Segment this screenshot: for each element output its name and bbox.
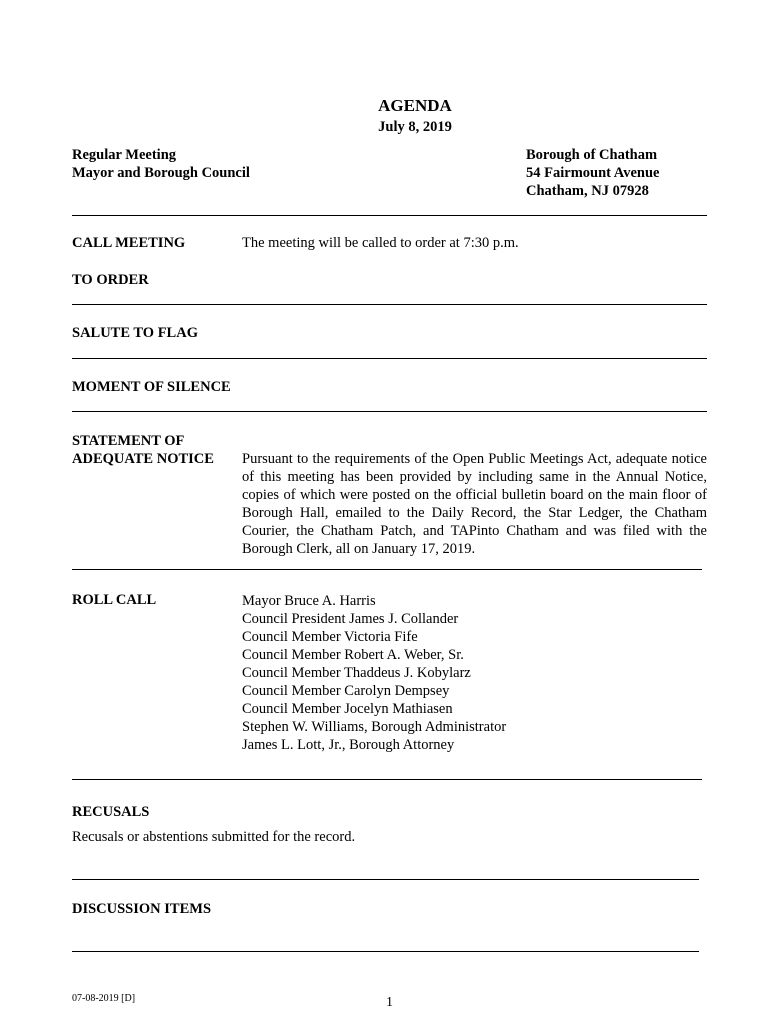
discussion-label: DISCUSSION ITEMS [72,901,212,917]
address-block [526,146,659,200]
list-item: James L. Lott, Jr., Borough Attorney [242,737,455,753]
page-title: AGENDA [378,96,452,115]
to-order-label: TO ORDER [72,272,149,288]
list-item: Council Member Victoria Fife [242,629,418,645]
list-item: Council Member Jocelyn Mathiasen [242,701,453,717]
silence-label: MOMENT OF SILENCE [72,379,231,395]
roll-call-list [242,592,506,754]
list-item: Council Member Carolyn Dempsey [242,683,450,699]
recusals-text: Recusals or abstentions submitted for the record. [72,829,356,845]
address-street: 54 Fairmount Avenue [526,165,660,181]
notice-text: Pursuant to the requirements of the Open Public Meetings Act, adequate notice of this meeting has been provided by including same in the Annual Notice, copies of which were posted on the official bulletin board on the main floor of Borough Hall, emailed to the Daily Record, the Star Ledger, the Chatham Courier, the Chatham Patch, and TAPinto Chatham and was filed with the Borough Clerk, all on January 17, 2019. [242,451,707,557]
list-item: Council Member Thaddeus J. Kobylarz [242,665,471,681]
divider [72,569,702,570]
divider [72,879,699,880]
divider [72,304,707,305]
address-city: Chatham, NJ 07928 [526,183,649,199]
roll-call-label: ROLL CALL [72,592,157,608]
divider [72,779,702,780]
call-meeting-text: The meeting will be called to order at 7:30 p.m. [242,235,519,251]
list-item: Council Member Robert A. Weber, Sr. [242,647,464,663]
notice-label-line2: ADEQUATE NOTICE [72,451,214,467]
list-item: Stephen W. Williams, Borough Administrator [242,719,507,735]
notice-label-line1: STATEMENT OF [72,433,185,449]
meeting-type: Regular Meeting [72,147,177,163]
list-item: Mayor Bruce A. Harris [242,593,376,609]
divider [72,358,707,359]
meeting-type-block [72,146,250,182]
recusals-label: RECUSALS [72,804,150,820]
notice-label [72,432,214,468]
divider [72,951,699,952]
divider [72,411,707,412]
call-meeting-label: CALL MEETING [72,235,186,251]
list-item: Council President James J. Collander [242,611,459,627]
footer-code: 07-08-2019 [D] [72,993,136,1004]
page-number: 1 [386,995,393,1010]
divider [72,215,707,216]
address-borough: Borough of Chatham [526,147,658,163]
meeting-date: July 8, 2019 [378,119,452,135]
salute-label: SALUTE TO FLAG [72,325,198,341]
meeting-body: Mayor and Borough Council [72,165,250,181]
